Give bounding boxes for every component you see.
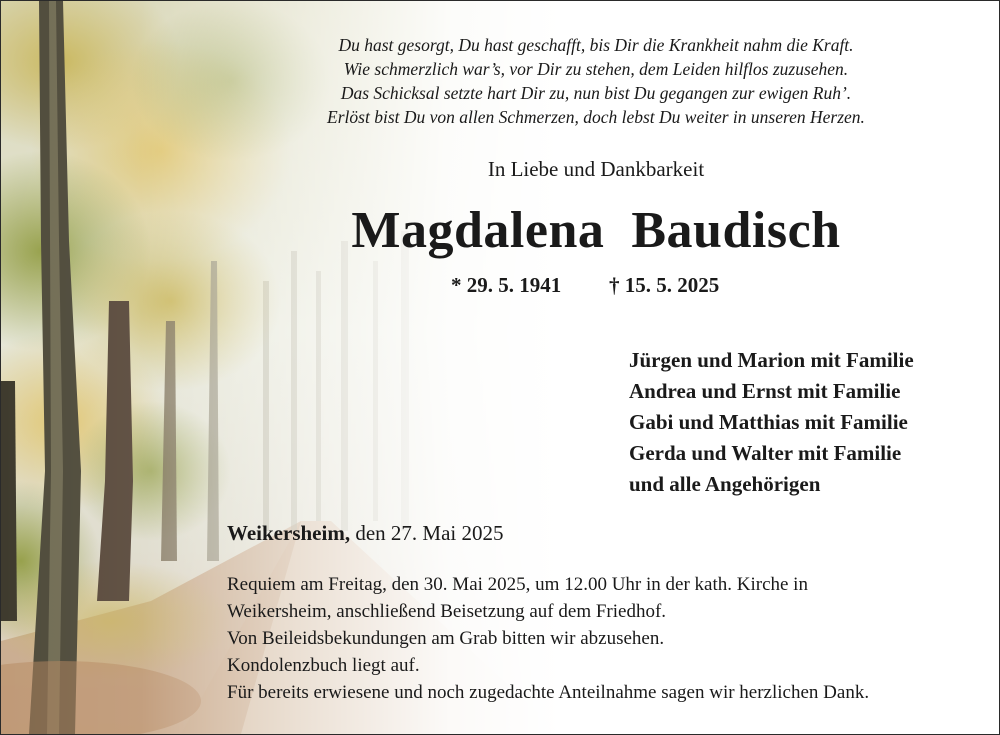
mourner: Jürgen und Marion mit Familie: [629, 348, 914, 372]
poem-line: Das Schicksal setzte hart Dir zu, nun bist Du gegangen zur ewigen Ruh’.: [340, 83, 852, 103]
dedication: In Liebe und Dankbarkeit: [487, 157, 705, 181]
birth-date: * 29. 5. 1941: [451, 273, 562, 297]
mourner: Andrea und Ernst mit Familie: [629, 379, 901, 403]
deceased-name: Magdalena Baudisch: [351, 202, 841, 259]
notes-line: Von Beileidsbekundungen am Grab bitten wir abzusehen.: [227, 628, 665, 649]
poem-line: Erlöst bist Du von allen Schmerzen, doch lebst Du weiter in unseren Herzen.: [327, 107, 865, 127]
mourner: Gabi und Matthias mit Familie: [629, 410, 908, 434]
place: Weikersheim,: [227, 521, 351, 545]
funeral-notes: [227, 571, 869, 706]
notes-line: Für bereits erwiesene und noch zugedachte Anteilnahme sagen wir herzlichen Dank.: [227, 682, 870, 703]
notes-line: Weikersheim, anschließend Beisetzung auf dem Friedhof.: [227, 601, 667, 622]
notes-line: Requiem am Freitag, den 30. Mai 2025, um 12.00 Uhr in der kath. Kirche in: [227, 574, 808, 595]
notes-line: Kondolenzbuch liegt auf.: [227, 655, 420, 676]
place-date: [227, 521, 503, 546]
mourners-list: [629, 345, 914, 500]
death-date: † 15. 5. 2025: [609, 273, 720, 297]
poem: [251, 33, 941, 129]
poem-line: Wie schmerzlich war’s, vor Dir zu stehen, dem Leiden hilflos zuzusehen.: [343, 59, 849, 79]
date: den 27. Mai 2025: [350, 521, 504, 545]
poem-line: Du hast gesorgt, Du hast geschafft, bis Dir die Krankheit nahm die Kraft.: [338, 35, 854, 55]
mourner: Gerda und Walter mit Familie: [629, 441, 902, 465]
mourner: und alle Angehörigen: [629, 472, 821, 496]
